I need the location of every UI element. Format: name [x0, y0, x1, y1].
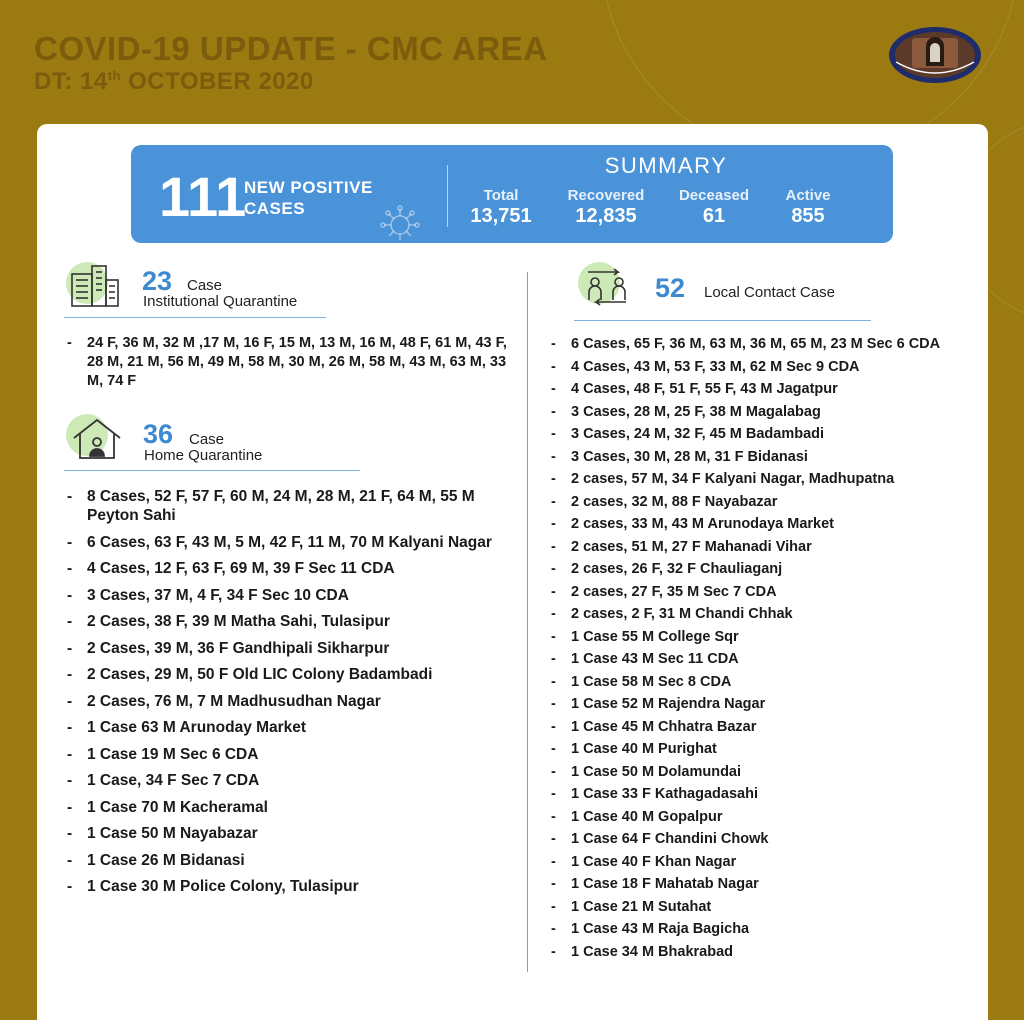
list-item: - 4 Cases, 12 F, 63 F, 69 M, 39 F Sec 11 CDA: [67, 559, 507, 578]
list-item: - 2 Cases, 39 M, 36 F Gandhipali Sikharpur: [67, 639, 507, 658]
new-positive-count: 111: [159, 165, 247, 228]
cmc-logo: [886, 22, 984, 88]
list-item: - 1 Case 33 F Kathagadasahi: [551, 783, 971, 806]
stat-recovered: Recovered 12,835: [567, 187, 645, 227]
list-item: - 1 Case 55 M College Sqr: [551, 626, 971, 649]
list-item: - 1 Case 18 F Mahatab Nagar: [551, 873, 971, 896]
stat-deceased: Deceased 61: [678, 187, 750, 227]
list-item: - 1 Case 50 M Nayabazar: [67, 824, 507, 843]
new-positive-label: NEW POSITIVE CASES: [244, 178, 373, 218]
list-item: - 1 Case, 34 F Sec 7 CDA: [67, 771, 507, 790]
list-item: - 2 cases, 51 M, 27 F Mahanadi Vihar: [551, 536, 971, 559]
list-item: - 2 cases, 32 M, 88 F Nayabazar: [551, 491, 971, 514]
home-case-word: Case: [189, 431, 225, 448]
list-item: - 1 Case 21 M Sutahat: [551, 896, 971, 919]
list-item: - 1 Case 43 M Raja Bagicha: [551, 918, 971, 941]
list-item: - 1 Case 19 M Sec 6 CDA: [67, 745, 507, 764]
summary-divider: [447, 165, 448, 227]
list-item: - 1 Case 50 M Dolamundai: [551, 761, 971, 784]
two-people-contact-icon: [578, 262, 638, 312]
list-item: - 2 cases, 27 F, 35 M Sec 7 CDA: [551, 581, 971, 604]
local-list: [551, 333, 971, 963]
list-item: - 1 Case 40 F Khan Nagar: [551, 851, 971, 874]
list-item: - 1 Case 45 M Chhatra Bazar: [551, 716, 971, 739]
list-item: - 3 Cases, 30 M, 28 M, 31 F Bidanasi: [551, 446, 971, 469]
list-item: - 2 cases, 33 M, 43 M Arunodaya Market: [551, 513, 971, 536]
list-item: - 2 Cases, 29 M, 50 F Old LIC Colony Badambadi: [67, 665, 507, 684]
list-item: - 3 Cases, 28 M, 25 F, 38 M Magalabag: [551, 401, 971, 424]
list-item: - 8 Cases, 52 F, 57 F, 60 M, 24 M, 28 M, 21 F, 64 M, 55 M Peyton Sahi: [67, 487, 507, 525]
list-item: - 3 Cases, 37 M, 4 F, 34 F Sec 10 CDA: [67, 586, 507, 605]
house-person-icon: [66, 414, 126, 464]
list-item: - 1 Case 40 M Gopalpur: [551, 806, 971, 829]
list-item: - 2 Cases, 38 F, 39 M Matha Sahi, Tulasipur: [67, 612, 507, 631]
section-underline: [64, 470, 360, 471]
list-item: - 1 Case 70 M Kacheramal: [67, 798, 507, 817]
institutional-list: [67, 334, 507, 391]
section-underline: [574, 320, 871, 321]
building-icon: [66, 262, 126, 312]
page-date: DT: 14th OCTOBER 2020: [34, 68, 314, 95]
list-item: - 1 Case 34 M Bhakrabad: [551, 941, 971, 964]
list-item: - 2 Cases, 76 M, 7 M Madhusudhan Nagar: [67, 692, 507, 711]
summary-title: SUMMARY: [604, 153, 728, 178]
list-item: - 2 cases, 26 F, 32 F Chauliaganj: [551, 558, 971, 581]
institutional-subtitle: Institutional Quarantine: [143, 293, 298, 310]
page-title: COVID-19 UPDATE - CMC AREA: [34, 30, 548, 67]
list-item: - 1 Case 64 F Chandini Chowk: [551, 828, 971, 851]
section-underline: [64, 317, 326, 318]
home-subtitle: Home Quarantine: [144, 447, 263, 464]
list-item: - 1 Case 26 M Bidanasi: [67, 851, 507, 870]
list-item: - 1 Case 52 M Rajendra Nagar: [551, 693, 971, 716]
list-item: - 1 Case 58 M Sec 8 CDA: [551, 671, 971, 694]
list-item: - 1 Case 63 M Arunoday Market: [67, 718, 507, 737]
list-item: - 3 Cases, 24 M, 32 F, 45 M Badambadi: [551, 423, 971, 446]
list-item: - 4 Cases, 48 F, 51 F, 55 F, 43 M Jagatpur: [551, 378, 971, 401]
home-list: [67, 487, 507, 904]
list-item: - 1 Case 40 M Purighat: [551, 738, 971, 761]
list-item: - 6 Cases, 63 F, 43 M, 5 M, 42 F, 11 M, 70 M Kalyani Nagar: [67, 533, 507, 552]
institutional-count: 23: [142, 266, 173, 296]
stat-active: Active 855: [785, 187, 831, 227]
list-item: - 24 F, 36 M, 32 M ,17 M, 16 F, 15 M, 13 M, 16 M, 48 F, 61 M, 43 F, 28 M, 21 M, 56 M, 49 M, 58 M, 30 M, 26 M, 58 M, 43 M, 63 M, 33 M, 74 F: [67, 334, 507, 391]
list-item: - 6 Cases, 65 F, 36 M, 63 M, 36 M, 65 M, 23 M Sec 6 CDA: [551, 333, 971, 356]
list-item: - 2 cases, 57 M, 34 F Kalyani Nagar, Madhupatna: [551, 468, 971, 491]
institutional-case-word: Case: [187, 277, 223, 294]
list-item: - 1 Case 30 M Police Colony, Tulasipur: [67, 877, 507, 896]
local-count: 52: [655, 273, 686, 303]
list-item: - 4 Cases, 43 M, 53 F, 33 M, 62 M Sec 9 CDA: [551, 356, 971, 379]
virus-icon: [377, 203, 423, 243]
stat-total: Total 13,751: [470, 187, 532, 227]
local-label: Local Contact Case: [704, 284, 835, 301]
list-item: - 1 Case 43 M Sec 11 CDA: [551, 648, 971, 671]
home-count: 36: [143, 419, 174, 449]
list-item: - 2 cases, 2 F, 31 M Chandi Chhak: [551, 603, 971, 626]
column-divider: [527, 272, 528, 972]
summary-banner: [131, 145, 893, 243]
